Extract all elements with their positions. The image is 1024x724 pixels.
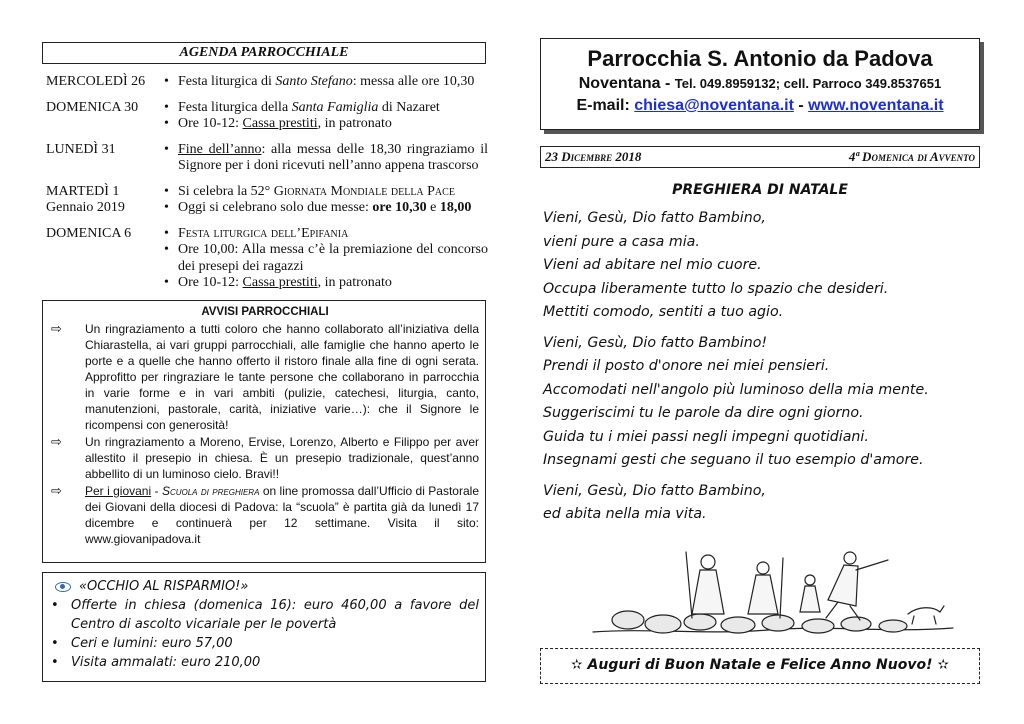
text-run: : messa alle ore 10,30	[352, 74, 475, 89]
parish-web	[541, 95, 979, 117]
text-run: Si celebra la 52°	[178, 183, 274, 199]
agenda-list	[46, 74, 488, 301]
occhio-title: «OCCHIO AL RISPARMIO!»	[79, 579, 249, 594]
eye-icon	[55, 582, 71, 592]
prayer-line: Vieni, Gesù, Dio fatto Bambino,	[543, 482, 766, 499]
prayer-line: Occupa liberamente tutto lo spazio che desideri.	[543, 280, 889, 297]
text-run: Fine dell’anno	[178, 141, 262, 157]
offering-item: • Visita ammalati: euro 210,00	[49, 653, 479, 672]
agenda-items	[164, 142, 488, 175]
agenda-day	[46, 74, 164, 91]
parish-phones: Tel. 049.8959132; cell. Parroco 349.8537651	[674, 76, 942, 91]
avviso-item	[51, 434, 479, 482]
prayer-line: vieni pure a casa mia.	[543, 233, 700, 250]
text-run: Santo Stefano	[275, 74, 353, 89]
agenda-day-label: DOMENICA 30	[46, 99, 139, 115]
agenda-items	[164, 100, 488, 133]
agenda-item	[164, 200, 488, 217]
text-run: ore 10,30	[372, 200, 427, 215]
agenda-day	[46, 142, 164, 175]
agenda-row	[46, 226, 488, 292]
offering-item: • Ceri e lumini: euro 57,00	[49, 634, 479, 653]
prayer-line: Accomodati nell'angolo più luminoso della mia mente.	[543, 381, 929, 398]
nativity-shepherds-illustration	[588, 540, 958, 640]
agenda-row	[46, 184, 488, 217]
occhio-box	[42, 572, 486, 682]
prayer-line: ed abita nella mia vita.	[543, 506, 707, 522]
agenda-title: AGENDA PARROCCHIALE	[42, 42, 486, 64]
occhio-list	[49, 596, 479, 672]
text-run: -	[151, 484, 162, 498]
agenda-item	[164, 100, 488, 117]
prayer-line: Guida tu i miei passi negli impegni quotidiani.	[543, 428, 869, 445]
agenda-items	[164, 184, 488, 217]
prayer-line: Vieni, Gesù, Dio fatto Bambino,	[543, 210, 766, 226]
liturgical-sunday: 4ª Domenica di Avvento	[848, 149, 975, 164]
agenda-row	[46, 100, 488, 133]
link-separator: -	[793, 97, 809, 114]
agenda-day-label: MARTEDÌ 1	[46, 183, 120, 199]
text-run: Festa liturgica di	[178, 74, 276, 89]
text-run: Per i giovani	[85, 484, 152, 498]
text-run: Scuola di preghiera	[161, 484, 260, 498]
avvisi-box	[42, 300, 486, 563]
text-run: Ore 10-12:	[178, 116, 243, 131]
agenda-row	[46, 142, 488, 175]
arrow-right-icon: ⇨	[51, 321, 62, 336]
date-bar	[540, 146, 980, 168]
agenda-day-label: MERCOLEDÌ 26	[46, 74, 146, 89]
agenda-day	[46, 100, 164, 133]
text-run: Ore 10,00: Alla messa c’è la premiazione del concorso dei presepi dei ragazzi	[178, 242, 488, 274]
prayer-title: PREGHIERA DI NATALE	[672, 182, 848, 198]
text-run: Cassa prestiti	[242, 116, 318, 131]
prayer-line: Suggeriscimi tu le parole da dire ogni giorno.	[543, 405, 864, 421]
avviso-text	[85, 434, 479, 482]
offering-item: • Offerte in chiesa (domenica 16): euro 460,00 a favore del Centro di ascolto vicariale per le povertà	[49, 596, 479, 634]
text-run: di Nazaret	[378, 99, 440, 115]
agenda-day	[46, 226, 164, 292]
text-run: Santa Famiglia	[291, 99, 379, 115]
text-run: Festa liturgica dell’Epifania	[178, 225, 349, 241]
agenda-item	[164, 74, 488, 91]
issue-date: 23 Dicembre 2018	[545, 149, 642, 164]
prayer-line: Vieni ad abitare nel mio cuore.	[543, 257, 762, 273]
arrow-right-icon: ⇨	[51, 434, 62, 449]
email-label: E-mail:	[576, 97, 635, 114]
agenda-day-label: DOMENICA 6	[46, 225, 132, 241]
occhio-header	[55, 577, 479, 596]
agenda-item	[164, 116, 488, 133]
parish-title: Parrocchia S. Antonio da Padova	[587, 46, 933, 71]
prayer-stanza	[543, 480, 983, 527]
prayer-line: Prendi il posto d'onore nei miei pensieri.	[543, 358, 830, 374]
avviso-item	[51, 483, 479, 547]
avvisi-title: AVVISI PARROCCHIALI	[201, 306, 329, 318]
parish-header	[540, 38, 980, 130]
prayer-line: Insegnami gesti che seguano il tuo esempio d'amore.	[543, 452, 924, 468]
text-run: Un ringraziamento a tutti coloro che hanno collaborato all’iniziativa della Chiarastella, ai vari gruppi parrocchiali, alle famiglie che hanno aperto le porte e a quelle che hanno offerto il ristoro finale alla fine di ogni serata. Approfitto per ringraziare le tante persone che collaborano in parrocchia in varie forme e in vari ambiti (pulizie, catechesi, liturgia, canto, manutenzioni, pastorale, carità, iniziative varie…): che il Signore le ricompensi con generosità!	[85, 322, 479, 432]
prayer-line: Mettiti comodo, sentiti a tuo agio.	[543, 304, 784, 320]
prayer-text	[543, 207, 983, 534]
text-run: , in patronato	[317, 116, 392, 131]
avvisi-list	[51, 321, 479, 547]
text-run: e	[426, 200, 440, 215]
agenda-items	[164, 226, 488, 292]
text-run: Un ringraziamento a Moreno, Ervise, Lorenzo, Alberto e Filippo per aver allestito il presepio in chiesa. È un presepio tradizionale, quest’anno abbellito di un luminoso cielo. Bravi!!	[85, 435, 479, 481]
agenda-item	[164, 275, 488, 292]
agenda-day-sublabel: Gennaio 2019	[46, 200, 125, 215]
text-run: Ore 10-12:	[178, 275, 243, 290]
agenda-item	[164, 226, 488, 243]
avviso-text	[85, 321, 479, 433]
website-link[interactable]: www.noventana.it	[808, 97, 944, 114]
text-run: Festa liturgica della	[178, 99, 292, 115]
text-run: : alla messa delle 18,30 ringraziamo il Signore per i doni ricevuti nell’anno appena trascorso	[178, 141, 488, 173]
agenda-item	[164, 142, 488, 175]
arrow-right-icon: ⇨	[51, 483, 62, 498]
text-run: , in patronato	[317, 275, 392, 290]
text-run: Cassa prestiti	[242, 275, 318, 290]
agenda-row	[46, 74, 488, 91]
agenda-item	[164, 242, 488, 275]
parish-contacts	[541, 73, 979, 95]
agenda-day-label: LUNEDÌ 31	[46, 141, 116, 157]
text-run: 18,00	[439, 200, 472, 215]
text-run: Giornata Mondiale della Pace	[273, 183, 455, 199]
prayer-stanza	[543, 332, 983, 473]
avviso-item	[51, 321, 479, 433]
agenda-item	[164, 184, 488, 201]
prayer-stanza	[543, 207, 983, 325]
agenda-day	[46, 184, 164, 217]
text-run: on line promossa dall’Ufficio di Pastorale dei Giovani della diocesi di Padova: la “scuola” è partita già da lunedì 17 dicembre e continuerà per 12 settimane. Visita il sito: www.giovanipadova.it	[85, 484, 479, 546]
prayer-line: Vieni, Gesù, Dio fatto Bambino!	[543, 334, 768, 351]
agenda-items	[164, 74, 488, 91]
avviso-text	[85, 483, 479, 547]
email-link[interactable]: chiesa@noventana.it	[634, 97, 794, 114]
text-run: Oggi si celebrano solo due messe:	[178, 200, 373, 215]
christmas-greeting: ✫ Auguri di Buon Natale e Felice Anno Nuovo! ✫	[540, 648, 980, 684]
parish-town: Noventana -	[578, 75, 675, 92]
